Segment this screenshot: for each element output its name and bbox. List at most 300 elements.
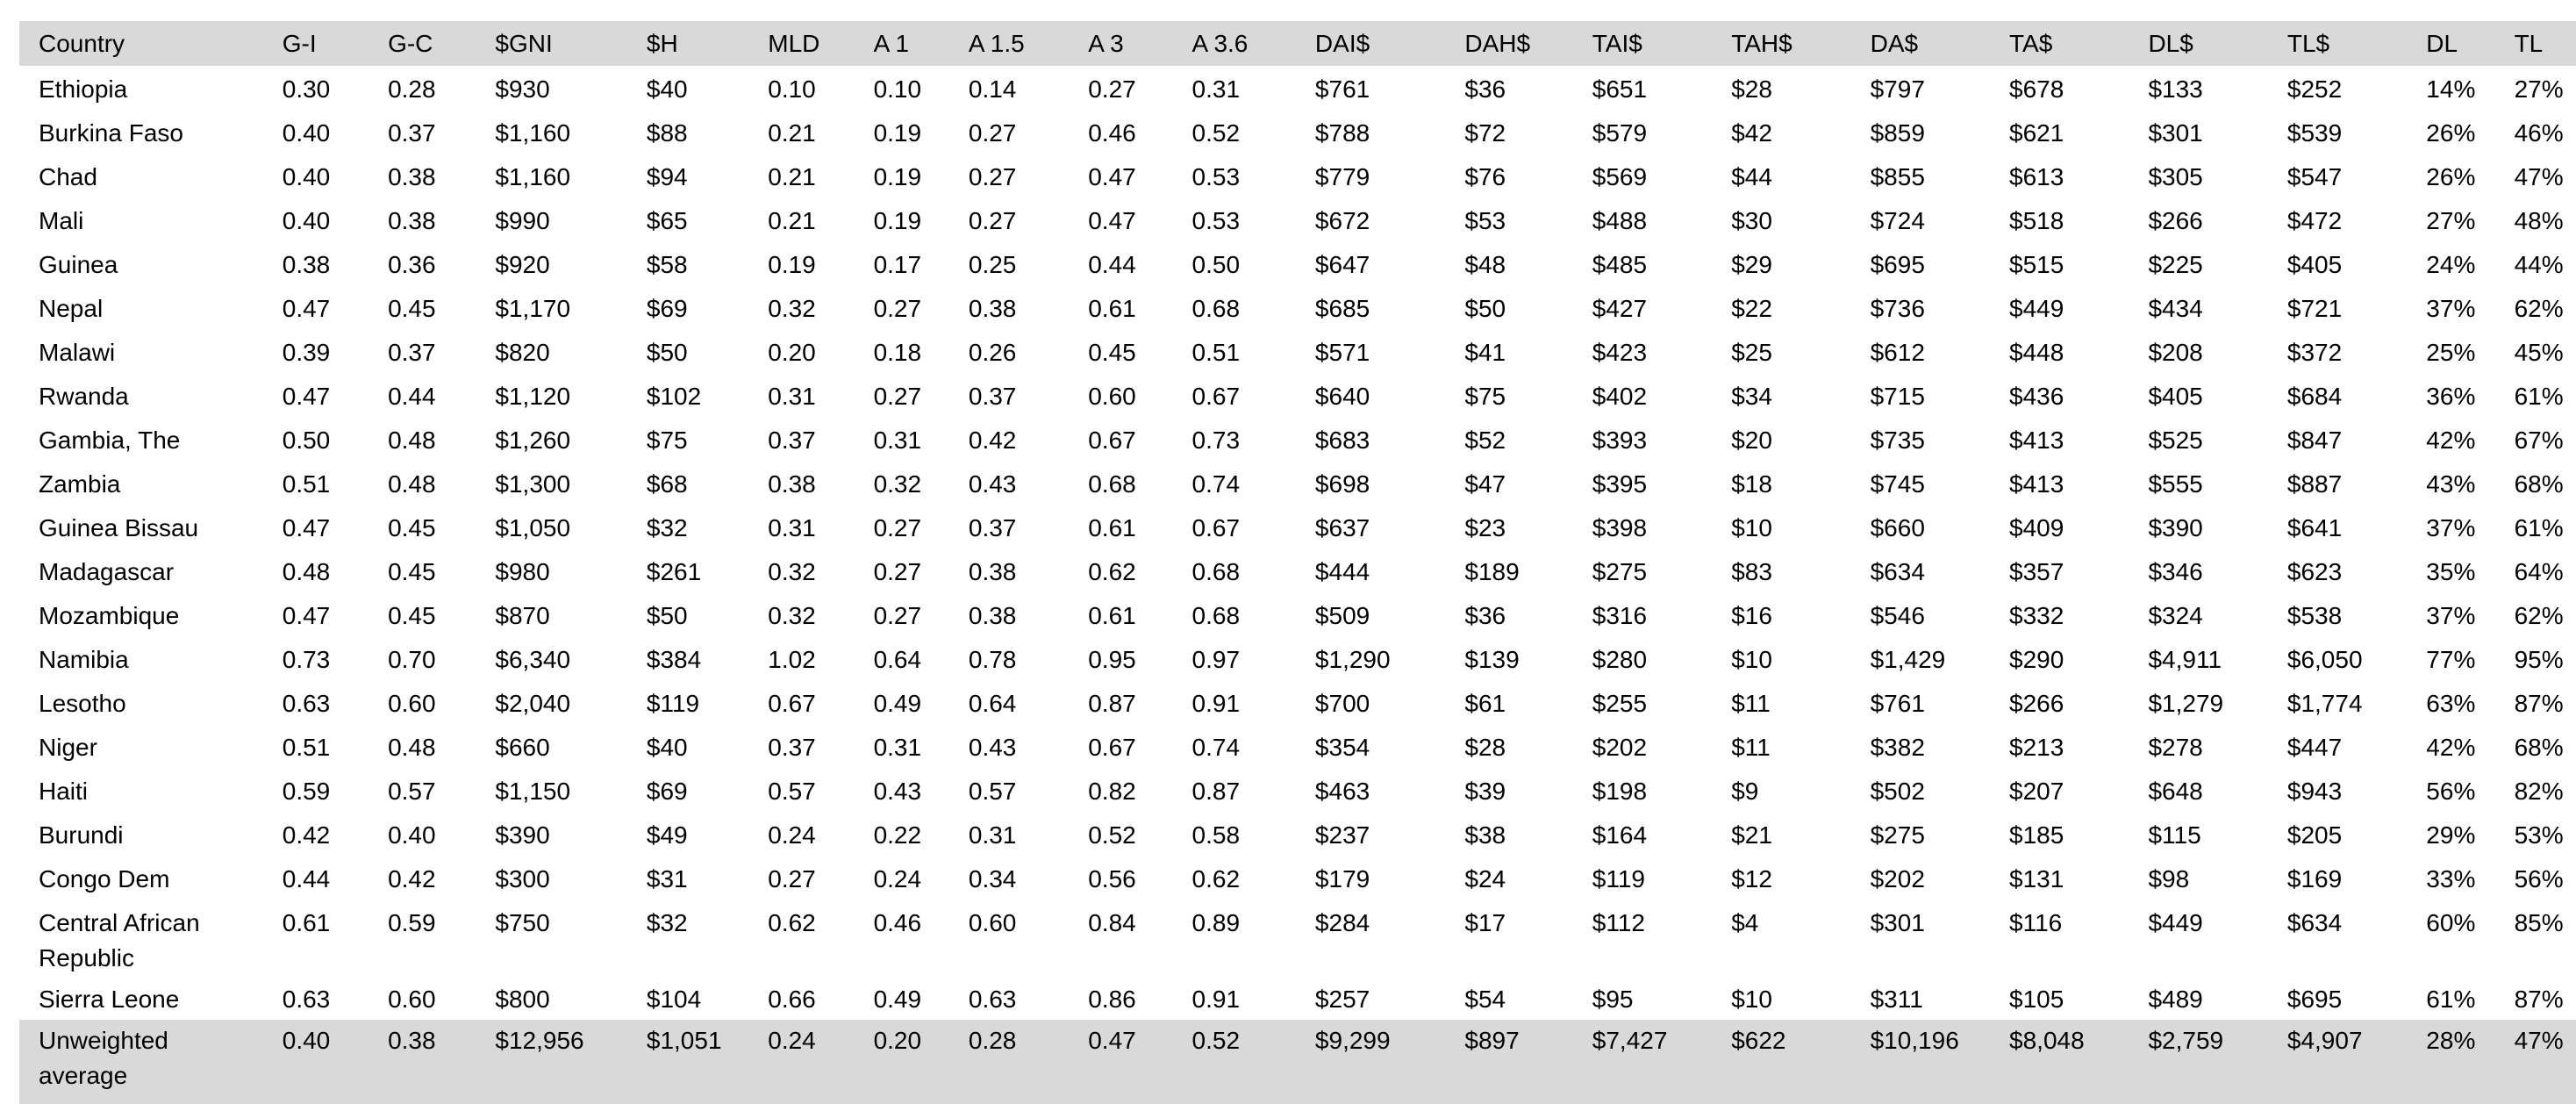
table-cell: 0.60 xyxy=(968,909,1017,936)
table-cell: 61% xyxy=(2514,383,2564,410)
table-cell: 0.89 xyxy=(1191,909,1241,936)
table-cell: 0.62 xyxy=(1088,558,1136,585)
table-row xyxy=(19,66,2576,110)
table-cell: $390 xyxy=(2148,514,2203,541)
country-cell: Congo Dem xyxy=(39,865,170,893)
table-cell: $1,150 xyxy=(495,778,571,805)
country-cell: Lesotho xyxy=(39,690,126,717)
header-row xyxy=(19,21,2576,66)
table-cell: $22 xyxy=(1731,295,1772,322)
table-cell: 0.31 xyxy=(873,427,922,454)
table-cell: $724 xyxy=(1870,207,1925,234)
table-cell: $637 xyxy=(1314,514,1370,541)
table-cell: 0.27 xyxy=(768,865,816,893)
table-cell: $29 xyxy=(1731,251,1772,278)
table-cell: 0.31 xyxy=(968,821,1017,849)
table-cell: $75 xyxy=(1464,383,1506,410)
table-cell: $547 xyxy=(2286,163,2343,190)
table-cell: $488 xyxy=(1592,207,1648,234)
table-cell: 0.40 xyxy=(282,119,331,147)
table-cell: $208 xyxy=(2148,339,2203,366)
table-cell: 0.42 xyxy=(388,865,436,893)
country-cell: Mozambique xyxy=(39,602,180,629)
table-row xyxy=(19,768,2576,812)
table-cell: 0.47 xyxy=(282,514,331,541)
table-cell: 0.32 xyxy=(873,470,922,498)
table-cell: 0.37 xyxy=(968,383,1017,410)
country-cell: Guinea Bissau xyxy=(39,514,199,541)
column-header: TA$ xyxy=(2009,30,2053,57)
table-cell: 56% xyxy=(2426,778,2476,805)
table-cell: 0.19 xyxy=(873,119,922,147)
table-cell: 42% xyxy=(2426,734,2476,761)
table-cell: $1,774 xyxy=(2286,690,2363,717)
table-cell: $427 xyxy=(1592,295,1648,322)
table-cell: 0.67 xyxy=(1191,383,1241,410)
table-cell: $634 xyxy=(2286,909,2343,936)
table-cell: 48% xyxy=(2514,207,2564,234)
table-cell: $485 xyxy=(1592,251,1648,278)
table-cell: $735 xyxy=(1870,427,1925,454)
table-row xyxy=(19,241,2576,285)
table-cell: $301 xyxy=(1870,909,1925,936)
table-cell: $1,260 xyxy=(495,427,571,454)
table-cell: $119 xyxy=(646,690,700,717)
table-cell: $305 xyxy=(2148,163,2203,190)
table-cell: $131 xyxy=(2009,865,2064,893)
table-cell: $275 xyxy=(1870,821,1925,849)
table-cell: $372 xyxy=(2286,339,2343,366)
average-cell: $897 xyxy=(1464,1027,1520,1054)
table-cell: $405 xyxy=(2286,251,2343,278)
table-cell: 0.21 xyxy=(768,207,816,234)
table-cell: $820 xyxy=(495,339,550,366)
table-cell: 0.68 xyxy=(1191,602,1241,629)
table-cell: 0.27 xyxy=(968,207,1017,234)
country-data-table xyxy=(19,21,2576,1104)
average-cell: $12,956 xyxy=(495,1027,584,1054)
table-cell: 0.91 xyxy=(1191,986,1241,1013)
table-cell: $42 xyxy=(1731,119,1772,147)
average-cell: $9,299 xyxy=(1314,1027,1391,1054)
table-cell: $1,120 xyxy=(495,383,571,410)
table-cell: 0.21 xyxy=(768,119,816,147)
average-cell: $7,427 xyxy=(1592,1027,1668,1054)
table-cell: 60% xyxy=(2426,909,2476,936)
table-cell: 0.68 xyxy=(1191,558,1241,585)
table-cell: $409 xyxy=(2009,514,2064,541)
table-cell: $623 xyxy=(2286,558,2343,585)
country-cell: Malawi xyxy=(39,339,116,366)
table-cell: 0.37 xyxy=(388,339,436,366)
table-cell: 0.34 xyxy=(968,865,1017,893)
table-cell: $382 xyxy=(1870,734,1925,761)
table-cell: $1,170 xyxy=(495,295,571,322)
table-cell: 0.70 xyxy=(388,646,436,673)
country-cell: Niger xyxy=(39,734,97,761)
table-cell: 0.60 xyxy=(388,986,436,1013)
table-cell: 0.44 xyxy=(282,865,331,893)
table-cell: 0.20 xyxy=(768,339,816,366)
table-cell: $797 xyxy=(1870,75,1925,103)
country-cell: Namibia xyxy=(39,646,129,673)
table-cell: 0.45 xyxy=(388,514,436,541)
column-header: G-I xyxy=(282,30,317,57)
average-cell: $10,196 xyxy=(1870,1027,1959,1054)
table-cell: 0.66 xyxy=(768,986,816,1013)
table-cell: 77% xyxy=(2426,646,2476,673)
table-cell: $32 xyxy=(646,909,688,936)
table-cell: 0.74 xyxy=(1191,470,1241,498)
table-cell: $539 xyxy=(2286,119,2343,147)
table-cell: 0.48 xyxy=(282,558,331,585)
table-cell: 0.73 xyxy=(1191,427,1241,454)
table-row xyxy=(19,417,2576,461)
table-cell: $23 xyxy=(1464,514,1506,541)
table-cell: $1,429 xyxy=(1870,646,1946,673)
average-cell: 0.52 xyxy=(1191,1027,1241,1054)
column-header: $GNI xyxy=(495,30,553,57)
table-cell: 0.45 xyxy=(1088,339,1136,366)
table-cell: 0.42 xyxy=(282,821,331,849)
table-cell: $525 xyxy=(2148,427,2203,454)
table-cell: 0.48 xyxy=(388,427,436,454)
table-cell: 36% xyxy=(2426,383,2476,410)
table-cell: $98 xyxy=(2148,865,2190,893)
table-cell: 37% xyxy=(2426,514,2476,541)
country-cell: Chad xyxy=(39,163,97,190)
table-cell: $83 xyxy=(1731,558,1772,585)
table-cell: 0.37 xyxy=(968,514,1017,541)
table-cell: $750 xyxy=(495,909,550,936)
table-cell: 0.47 xyxy=(1088,207,1136,234)
country-cell: Burundi xyxy=(39,821,124,849)
table-cell: 0.37 xyxy=(388,119,436,147)
table-cell: 0.52 xyxy=(1191,119,1241,147)
table-cell: $25 xyxy=(1731,339,1772,366)
table-cell: 0.38 xyxy=(968,295,1017,322)
table-cell: 82% xyxy=(2514,778,2564,805)
table-cell: $50 xyxy=(646,339,688,366)
table-cell: $75 xyxy=(646,427,688,454)
average-cell: 47% xyxy=(2514,1027,2564,1054)
table-cell: 0.42 xyxy=(968,427,1017,454)
table-cell: $179 xyxy=(1314,865,1370,893)
table-cell: 0.53 xyxy=(1191,207,1241,234)
table-cell: 0.14 xyxy=(968,75,1017,103)
table-cell: 0.46 xyxy=(873,909,922,936)
average-cell: 0.40 xyxy=(282,1027,331,1054)
table-cell: $39 xyxy=(1464,778,1506,805)
table-row xyxy=(19,900,2576,976)
table-cell: $11 xyxy=(1731,690,1771,717)
column-header: TL xyxy=(2514,30,2544,57)
table-cell: 0.36 xyxy=(388,251,436,278)
table-cell: 0.38 xyxy=(968,558,1017,585)
country-cell: Nepal xyxy=(39,295,104,322)
country-cell: Central African Republic xyxy=(39,909,200,971)
table-cell: 0.37 xyxy=(768,427,816,454)
table-cell: 0.57 xyxy=(388,778,436,805)
table-cell: $266 xyxy=(2148,207,2203,234)
table-cell: $4,911 xyxy=(2148,646,2222,673)
table-cell: $24 xyxy=(1464,865,1506,893)
table-cell: 0.38 xyxy=(388,207,436,234)
table-row xyxy=(19,680,2576,724)
table-cell: $40 xyxy=(646,734,688,761)
table-cell: $761 xyxy=(1314,75,1370,103)
table-cell: $715 xyxy=(1870,383,1925,410)
table-cell: $685 xyxy=(1314,295,1370,322)
table-cell: $700 xyxy=(1314,690,1370,717)
table-cell: $88 xyxy=(646,119,688,147)
average-cell: 28% xyxy=(2426,1027,2476,1054)
table-cell: 47% xyxy=(2514,163,2564,190)
table-cell: 0.52 xyxy=(1088,821,1136,849)
table-cell: $449 xyxy=(2148,909,2203,936)
table-cell: 0.25 xyxy=(968,251,1017,278)
table-cell: $463 xyxy=(1314,778,1370,805)
table-cell: 87% xyxy=(2514,986,2564,1013)
table-cell: $413 xyxy=(2009,470,2064,498)
table-cell: $447 xyxy=(2286,734,2343,761)
table-cell: $58 xyxy=(646,251,688,278)
table-cell: $9 xyxy=(1731,778,1759,805)
table-cell: 68% xyxy=(2514,470,2564,498)
table-cell: $31 xyxy=(646,865,688,893)
table-cell: 0.49 xyxy=(873,986,922,1013)
table-cell: 1.02 xyxy=(768,646,816,673)
table-cell: 0.28 xyxy=(388,75,436,103)
table-cell: 87% xyxy=(2514,690,2564,717)
table-cell: $870 xyxy=(495,602,550,629)
table-cell: $290 xyxy=(2009,646,2064,673)
country-cell: Rwanda xyxy=(39,383,129,410)
table-cell: $50 xyxy=(1464,295,1506,322)
table-cell: $164 xyxy=(1592,821,1648,849)
table-cell: 0.45 xyxy=(388,558,436,585)
table-row xyxy=(19,812,2576,856)
table-cell: $198 xyxy=(1592,778,1648,805)
table-cell: 0.78 xyxy=(968,646,1017,673)
table-cell: $6,340 xyxy=(495,646,571,673)
table-cell: 53% xyxy=(2514,821,2564,849)
table-cell: $41 xyxy=(1464,339,1506,366)
table-cell: $61 xyxy=(1464,690,1506,717)
table-cell: 0.24 xyxy=(768,821,816,849)
table-cell: $311 xyxy=(1870,986,1923,1013)
country-cell: Madagascar xyxy=(39,558,175,585)
table-cell: $32 xyxy=(646,514,688,541)
table-cell: 0.97 xyxy=(1191,646,1241,673)
table-cell: $346 xyxy=(2148,558,2203,585)
table-cell: 0.22 xyxy=(873,821,922,849)
table-cell: $205 xyxy=(2286,821,2343,849)
table-cell: $855 xyxy=(1870,163,1925,190)
table-cell: 27% xyxy=(2426,207,2476,234)
table-cell: $36 xyxy=(1464,75,1506,103)
table-cell: 0.58 xyxy=(1191,821,1241,849)
table-cell: 0.43 xyxy=(968,734,1017,761)
average-cell: $2,759 xyxy=(2148,1027,2224,1054)
table-cell: $395 xyxy=(1592,470,1648,498)
table-cell: $684 xyxy=(2286,383,2343,410)
column-header: DL xyxy=(2426,30,2458,57)
table-cell: $38 xyxy=(1464,821,1506,849)
table-cell: $402 xyxy=(1592,383,1648,410)
table-row xyxy=(19,197,2576,241)
table-cell: $555 xyxy=(2148,470,2203,498)
table-cell: 0.37 xyxy=(768,734,816,761)
table-cell: 29% xyxy=(2426,821,2476,849)
table-cell: 0.27 xyxy=(873,295,922,322)
table-cell: 0.48 xyxy=(388,470,436,498)
table-cell: 0.27 xyxy=(873,514,922,541)
table-cell: 45% xyxy=(2514,339,2564,366)
country-cell: Ethiopia xyxy=(39,75,128,103)
table-cell: $69 xyxy=(646,295,688,322)
table-cell: 0.51 xyxy=(1191,339,1241,366)
table-cell: $133 xyxy=(2148,75,2203,103)
table-cell: $20 xyxy=(1731,427,1772,454)
table-cell: $800 xyxy=(495,986,550,1013)
table-cell: $887 xyxy=(2286,470,2343,498)
table-cell: $261 xyxy=(646,558,702,585)
table-cell: $102 xyxy=(646,383,702,410)
table-cell: $169 xyxy=(2286,865,2343,893)
table-cell: 0.47 xyxy=(282,602,331,629)
table-cell: 0.68 xyxy=(1088,470,1136,498)
table-cell: 0.27 xyxy=(873,558,922,585)
table-cell: $28 xyxy=(1731,75,1772,103)
table-cell: $1,160 xyxy=(495,163,571,190)
table-cell: $48 xyxy=(1464,251,1506,278)
table-cell: 0.82 xyxy=(1088,778,1136,805)
table-cell: 0.43 xyxy=(873,778,922,805)
table-cell: 0.10 xyxy=(768,75,816,103)
table-cell: 0.26 xyxy=(968,339,1017,366)
table-cell: 46% xyxy=(2514,119,2564,147)
table-cell: 0.27 xyxy=(1088,75,1136,103)
table-cell: 0.87 xyxy=(1088,690,1136,717)
table-cell: $189 xyxy=(1464,558,1520,585)
table-cell: 0.64 xyxy=(873,646,922,673)
table-cell: $640 xyxy=(1314,383,1370,410)
table-cell: 0.19 xyxy=(768,251,816,278)
table-cell: $1,160 xyxy=(495,119,571,147)
column-header: A 3.6 xyxy=(1191,30,1249,57)
table-row xyxy=(19,285,2576,329)
country-cell: Gambia, The xyxy=(39,427,181,454)
column-header: TAI$ xyxy=(1592,30,1642,57)
table-cell: 24% xyxy=(2426,251,2476,278)
table-cell: 0.45 xyxy=(388,295,436,322)
table-row xyxy=(19,329,2576,373)
table-cell: 0.59 xyxy=(282,778,331,805)
table-cell: $44 xyxy=(1731,163,1772,190)
table-cell: $17 xyxy=(1464,909,1506,936)
table-cell: 62% xyxy=(2514,602,2564,629)
table-cell: $354 xyxy=(1314,734,1370,761)
table-cell: 0.67 xyxy=(1088,734,1136,761)
table-cell: 0.27 xyxy=(968,163,1017,190)
table-cell: $943 xyxy=(2286,778,2343,805)
table-cell: $225 xyxy=(2148,251,2203,278)
table-cell: 0.38 xyxy=(388,163,436,190)
table-cell: 67% xyxy=(2514,427,2564,454)
table-cell: 63% xyxy=(2426,690,2476,717)
table-cell: $634 xyxy=(1870,558,1925,585)
average-label-cell: Unweighted average xyxy=(39,1027,168,1089)
table-cell: 61% xyxy=(2426,986,2476,1013)
table-row xyxy=(19,976,2576,1020)
table-row xyxy=(19,461,2576,505)
table-cell: $518 xyxy=(2009,207,2064,234)
table-cell: 42% xyxy=(2426,427,2476,454)
table-cell: $324 xyxy=(2148,602,2203,629)
table-cell: 62% xyxy=(2514,295,2564,322)
table-cell: 0.21 xyxy=(768,163,816,190)
table-row xyxy=(19,505,2576,548)
table-cell: 0.10 xyxy=(873,75,922,103)
table-cell: 0.40 xyxy=(282,207,331,234)
table-cell: 0.19 xyxy=(873,207,922,234)
table-cell: $40 xyxy=(646,75,688,103)
column-header: DA$ xyxy=(1870,30,1919,57)
table-cell: 0.40 xyxy=(282,163,331,190)
table-cell: $2,040 xyxy=(495,690,571,717)
table-cell: 64% xyxy=(2514,558,2564,585)
table-cell: 0.61 xyxy=(1088,295,1136,322)
table-row xyxy=(19,373,2576,417)
table-cell: 33% xyxy=(2426,865,2476,893)
table-cell: $76 xyxy=(1464,163,1506,190)
table-cell: $1,050 xyxy=(495,514,571,541)
table-cell: $405 xyxy=(2148,383,2203,410)
table-cell: 0.40 xyxy=(388,821,436,849)
table-cell: 56% xyxy=(2514,865,2564,893)
table-cell: 0.24 xyxy=(873,865,922,893)
table-cell: 0.30 xyxy=(282,75,331,103)
table-cell: $920 xyxy=(495,251,550,278)
column-header: G-C xyxy=(388,30,433,57)
column-header: DL$ xyxy=(2148,30,2193,57)
table-cell: $11 xyxy=(1731,734,1771,761)
table-cell: 0.74 xyxy=(1191,734,1241,761)
table-cell: 0.60 xyxy=(1088,383,1136,410)
table-cell: 0.63 xyxy=(968,986,1017,1013)
table-cell: 0.60 xyxy=(388,690,436,717)
table-cell: $398 xyxy=(1592,514,1648,541)
average-cell: $4,907 xyxy=(2286,1027,2363,1054)
table-cell: $695 xyxy=(1870,251,1925,278)
table-cell: 0.91 xyxy=(1191,690,1241,717)
column-header: A 1.5 xyxy=(968,30,1025,57)
table-cell: $579 xyxy=(1592,119,1648,147)
average-cell: 0.38 xyxy=(388,1027,436,1054)
table-cell: 0.53 xyxy=(1191,163,1241,190)
table-cell: 0.51 xyxy=(282,734,331,761)
table-cell: $423 xyxy=(1592,339,1648,366)
table-cell: $266 xyxy=(2009,690,2064,717)
table-cell: $721 xyxy=(2286,295,2343,322)
table-cell: 0.57 xyxy=(968,778,1017,805)
country-cell: Mali xyxy=(39,207,84,234)
table-cell: $185 xyxy=(2009,821,2064,849)
table-cell: 0.38 xyxy=(968,602,1017,629)
table-cell: $112 xyxy=(1592,909,1645,936)
table-cell: 0.57 xyxy=(768,778,816,805)
